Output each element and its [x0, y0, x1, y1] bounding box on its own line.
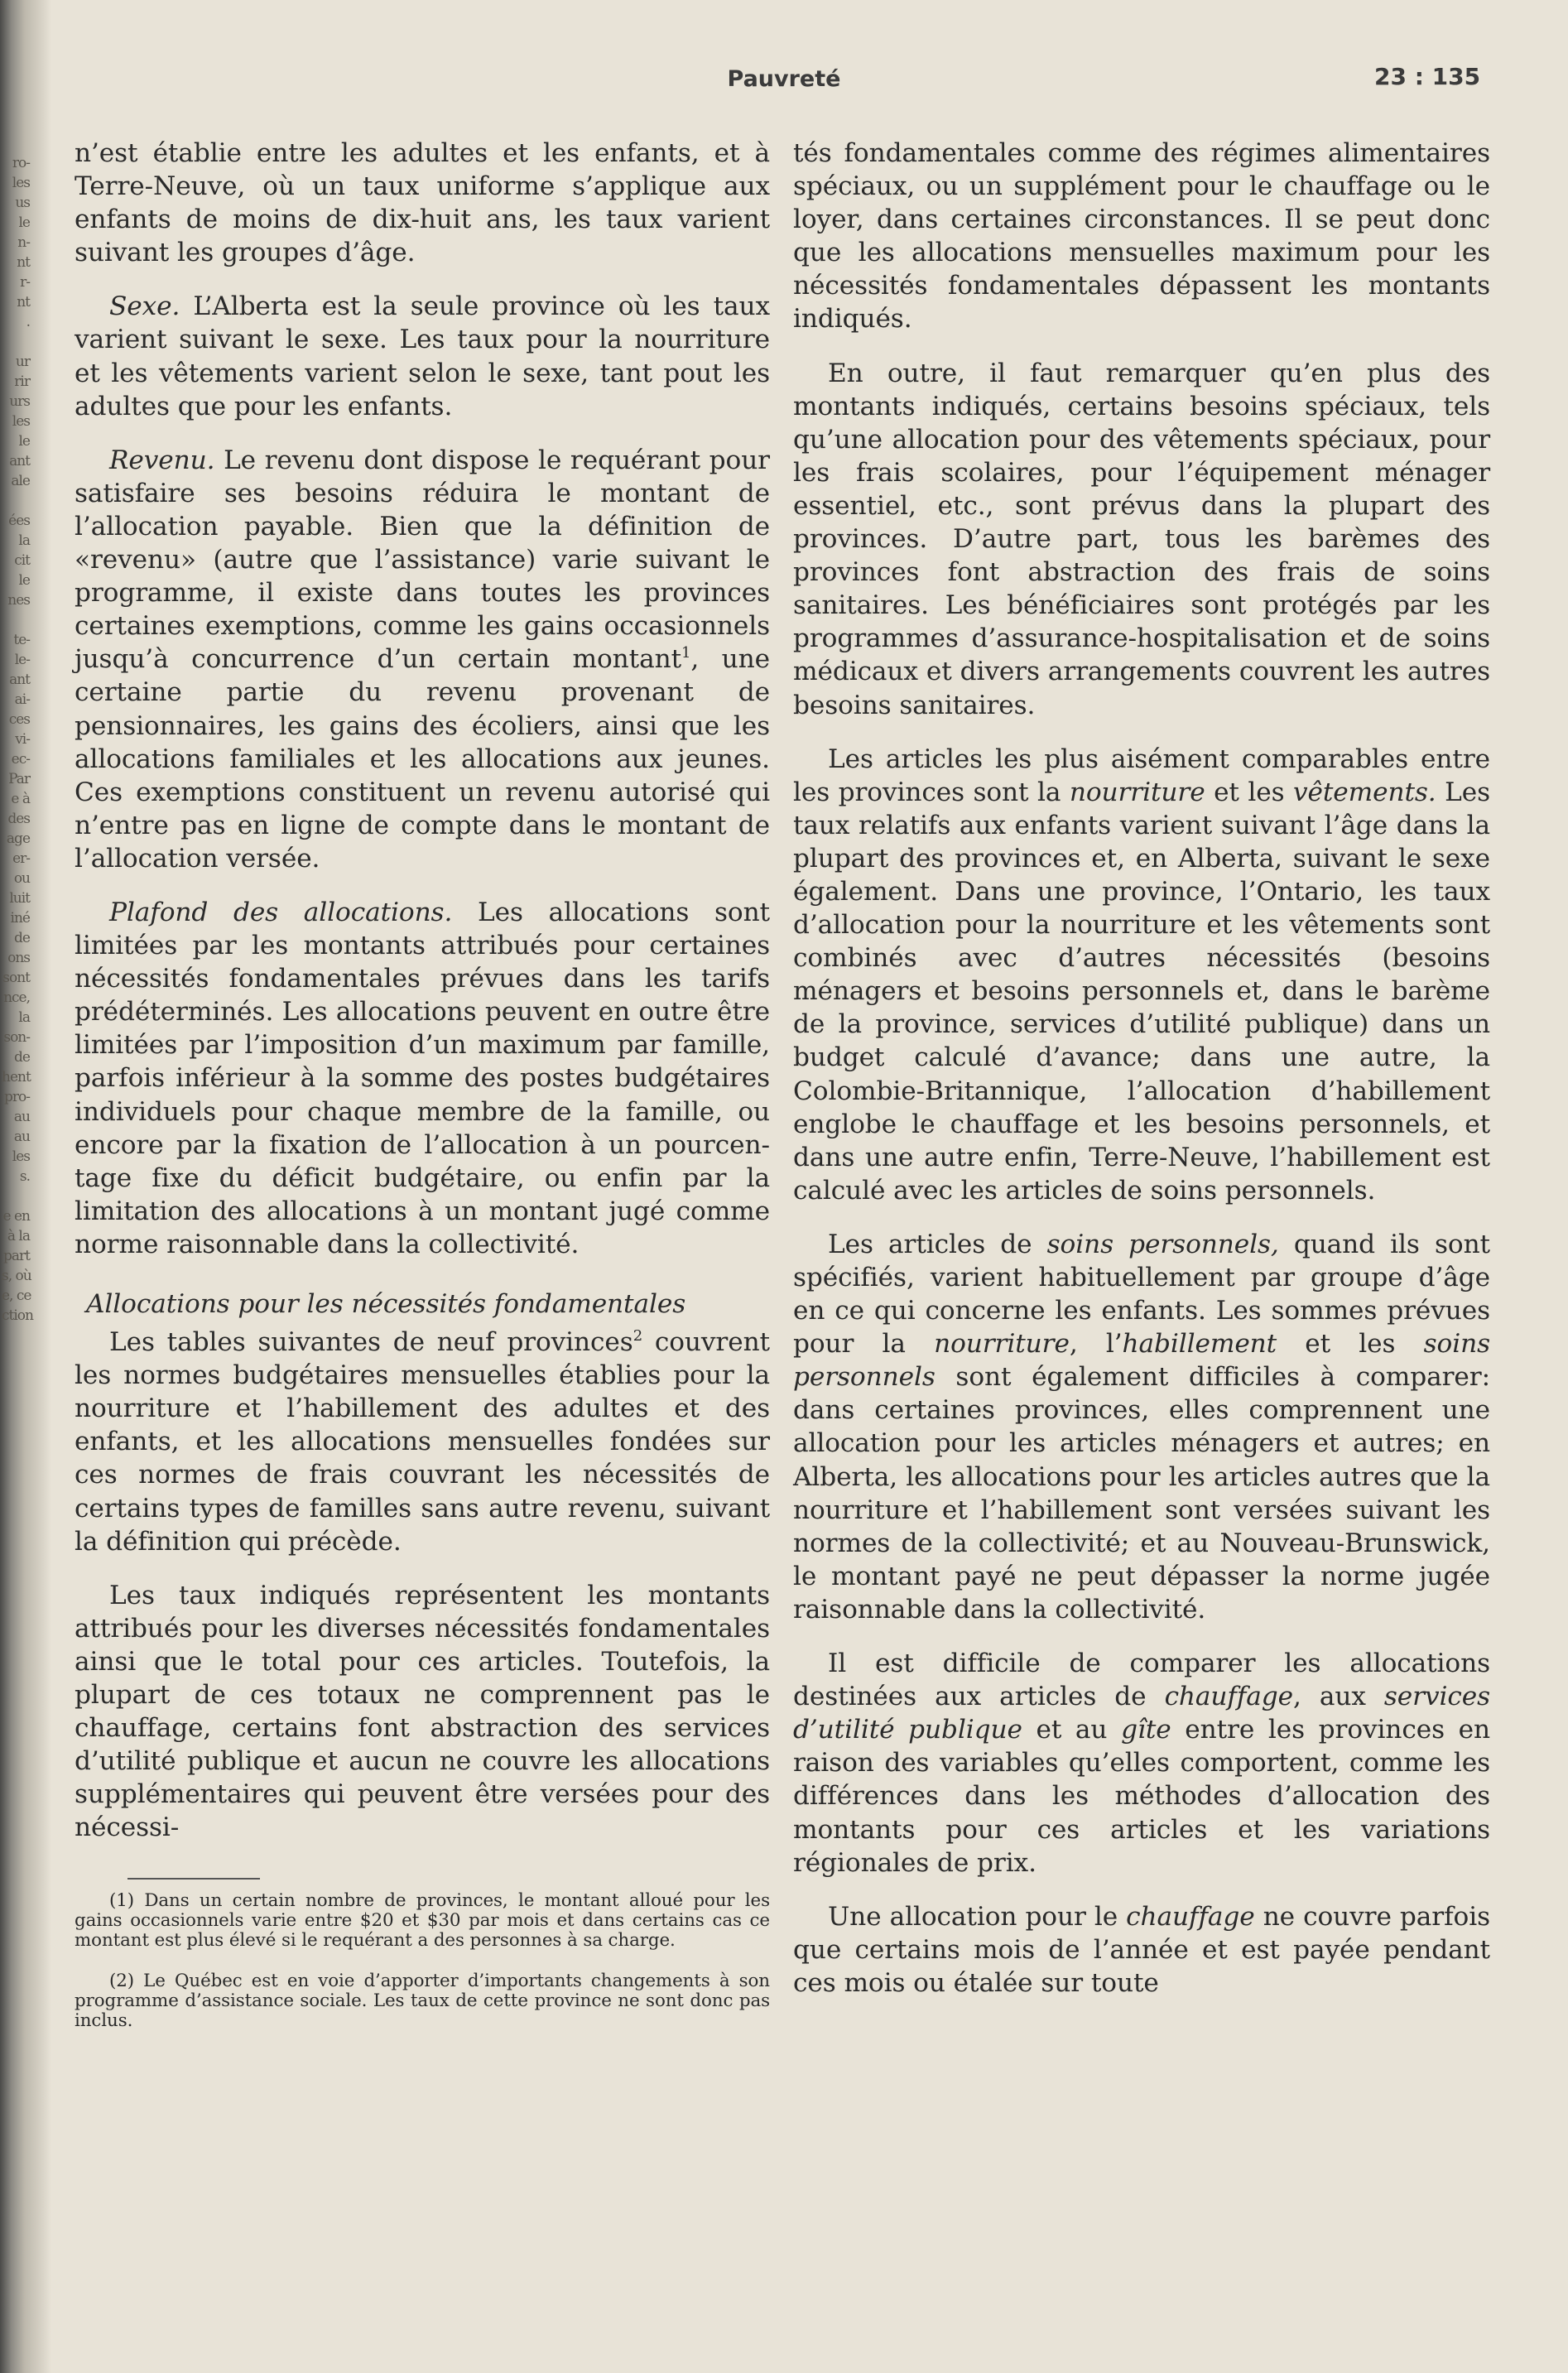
bleed-fragment: pro- [4, 1089, 30, 1105]
paragraph-text: Les articles les plus aisément comparables entre les provinces sont la [793, 744, 1490, 807]
left-column [75, 137, 770, 2052]
bleed-fragment: age [6, 830, 30, 847]
bleed-fragment [2, 1186, 30, 1206]
bleed-fragment: ro- [12, 155, 30, 171]
bleed-fragment: ai- [14, 691, 30, 708]
bleed-fragment: luit [9, 890, 30, 907]
paragraph-text: , l’ [1069, 1329, 1123, 1360]
bleed-fragment: nes [7, 592, 30, 609]
bleed-fragment: le [18, 433, 30, 450]
paragraph-term: Revenu. [109, 445, 215, 475]
bleed-fragment: ale [11, 473, 30, 489]
bleed-fragment: ou [13, 870, 30, 887]
bleed-fragment: sont [2, 970, 30, 986]
bleed-fragment: ées [8, 513, 30, 529]
paragraph-term: soins personnels [793, 1329, 1490, 1393]
paragraph-term: gîte [1121, 1715, 1171, 1745]
bleed-fragment: s, où [2, 1268, 31, 1284]
paragraph-term: Plafond des allocations. [109, 897, 453, 927]
footnote-divider [127, 1878, 260, 1880]
bleed-fragment: e à [11, 791, 30, 807]
footnote: (1) Dans un certain nombre de provinces, le montant alloué pour les gains occasionnels varie entre $20 et $30 par mois et dans certains cas ce montant est plus élevé si le requérant a des personnes à sa charge. [75, 1889, 770, 1951]
bleed-fragment: urs [9, 393, 30, 410]
paragraph [75, 1326, 770, 1558]
bleed-fragment: le- [14, 652, 30, 668]
bleed-fragment: part [3, 1248, 30, 1264]
bleed-fragment: nt [17, 254, 30, 271]
bleed-fragment: à la [7, 1228, 30, 1244]
paragraph-text: entre les provinces en raison des variables qu’elles comportent, comme les différences dans les méthodes d’allocation des montants pour ces articles et les variations régionales de prix. [793, 1715, 1490, 1878]
page-title: Pauvreté [727, 66, 841, 92]
paragraph [793, 1647, 1490, 1880]
section-heading: Allocations pour les nécessités fondamentales [86, 1289, 686, 1319]
paragraph-text: et au [1022, 1715, 1122, 1745]
bleed-fragment: hent [2, 1069, 31, 1085]
paragraph [75, 896, 770, 1261]
paragraph-text: couvrent les normes budgétaires mensuelles établies pour la nourriture et l’habillement des adultes et des enfants, et les allocations mensuelles fondées sur ces normes de frais couvrant les nécessités de certains types de familles sans autre revenu, suivant la définition qui précède. [75, 1327, 770, 1557]
bleed-fragment: les [12, 175, 30, 191]
bleed-fragment: nce, [3, 989, 30, 1006]
bleed-fragment: la [18, 532, 30, 549]
bleed-fragment: us [15, 195, 30, 211]
bleed-fragment: ces [8, 711, 30, 728]
right-column [793, 137, 1490, 2020]
bleed-fragment: n- [17, 234, 30, 251]
page-number: 23 : 135 [1374, 63, 1481, 90]
paragraph [793, 1900, 1490, 2000]
bleed-fragment: les [12, 413, 30, 430]
paragraph-term: nourriture [934, 1329, 1070, 1360]
bleed-fragment: e, ce [2, 1288, 31, 1304]
bleed-fragment [2, 491, 30, 511]
bleed-fragment [2, 610, 30, 630]
paragraph: n’est établie entre les adultes et les enfants, et à Terre-Neuve, où un taux uniforme s’applique aux enfants de moins de dix-huit ans, les taux varient suivant les groupes d’âge. [75, 138, 770, 268]
bleed-fragment: des [7, 811, 30, 827]
bleed-fragment: er- [12, 850, 30, 867]
paragraph-term: services d’utilité publique [793, 1682, 1490, 1745]
paragraph [75, 290, 770, 422]
bleed-fragment: son- [3, 1029, 30, 1046]
bleed-fragment: Par [8, 771, 30, 787]
paragraph: tés fondamentales comme des régimes alimentaires spéciaux, ou un supplément pour le chauffage ou le loyer, dans certaines circonstances. Il se peut donc que les allocations mensuelles maximum pour les nécessités fondamentales dépassent les montants indiqués. [793, 138, 1490, 335]
bleed-fragment: cit [14, 552, 30, 569]
paragraph-text: et les [1205, 777, 1293, 807]
paragraph: Les taux indiqués représentent les montants attribués pour les diverses nécessités fondamentales ainsi que le total pour ces articles. Toutefois, la plupart de ces totaux ne comprennent pas le chauffage, certains font abstraction des services d’utilité publique et aucun ne couvre les allocations supplémentaires qui peuvent être versées pour des nécessi- [75, 1580, 770, 1843]
bleed-fragment: rir [14, 373, 30, 390]
paragraph-term: Sexe. [109, 291, 180, 322]
paragraph [75, 444, 770, 875]
bleed-fragment: ons [7, 950, 30, 966]
paragraph-term: nourriture [1069, 777, 1205, 807]
bleed-fragment: te- [13, 632, 30, 648]
paragraph [793, 743, 1490, 1207]
bleed-fragment [2, 332, 30, 352]
paragraph-text: ne couvre parfois que certains mois de l’année et est payée pendant ces mois ou étalée sur toute [793, 1901, 1490, 1998]
paragraph-text: L’Alberta est la seule province où les taux varient suivant le sexe. Les taux pour la nourriture et les vêtements varient selon le sexe, tant pout les adultes que pour les enfants. [75, 291, 770, 421]
paragraph [793, 1228, 1490, 1626]
bleed-fragment: le [18, 572, 30, 589]
paragraph-text: et les [1277, 1329, 1424, 1360]
bleed-fragment: ec- [11, 751, 30, 768]
bleed-fragment: la [18, 1009, 30, 1026]
paragraph-text: Les taux relatifs aux enfants varient suivant l’âge dans la plupart des provinces et, en Alberta, suivant le sexe également. Dans une province, l’Ontario, les taux d’allocation pour la nourriture et les vêtements sont combinés avec d’autres nécessités (besoins ménagers et besoins personnels et, dans le barème de la province, services d’utilité publique) dans un budget calculé d’avance; dans une autre, la Colombie-Britannique, l’allocation d’habillement englobe le chauffage et les besoins personnels, et dans une autre enfin, Terre-Neuve, l’habillement est calculé avec les articles de soins personnels. [793, 777, 1490, 1206]
bleed-fragment: r- [20, 274, 30, 291]
bleed-fragment: les [12, 1148, 30, 1165]
paragraph-text: , une certaine partie du revenu provenant de pensionnaires, les gains des écoliers, ainsi que les allocations familiales et les allocations aux jeunes. Ces exemptions constituent un revenu autorisé qui n’entre pas en ligne de compte dans le montant de l’allocation versée. [75, 644, 770, 874]
paragraph-text: Les articles de [828, 1229, 1047, 1259]
bleed-fragment: ant [9, 453, 30, 469]
bleed-fragment: ur [15, 354, 30, 370]
paragraph: En outre, il faut remarquer qu’en plus des montants indiqués, certains besoins spéciaux, tels qu’une allocation pour des vêtements spéciaux, pour les frais scolaires, pour l’équipement ménager essentiel, etc., sont prévus dans la plupart des provinces. D’autre part, tous les barèmes des provinces font abstraction des frais de soins sanitaires. Les bénéficiaires sont protégés par les programmes d’assurance-hospitalisation et de soins médicaux et divers arrangements couvrent les autres besoins sanitaires. [793, 358, 1490, 720]
bleed-fragment: vi- [15, 731, 30, 748]
bleed-fragment: de [14, 1049, 30, 1066]
footnote: (2) Le Québec est en voie d’apporter d’importants changements à son programme d’assistance sociale. Les taux de cette province ne sont donc pas inclus. [75, 1970, 770, 2031]
bleed-fragment: ant [9, 671, 30, 688]
bleed-fragment: e en [2, 1208, 30, 1225]
paragraph-text: sont également difficiles à comparer: dans certaines provinces, elles comprennent une allocation pour les articles ménagers et autres; en Alberta, les allocations pour les articles autres que la nourriture et l’habillement sont versées suivant les normes de la collectivité; et au Nouveau-Brunswick, le montant payé ne peut dépasser la norme jugée raisonnable dans la collectivité. [793, 1362, 1490, 1625]
paragraph-term: chauffage [1126, 1901, 1255, 1932]
bleed-fragment: ction [2, 1307, 33, 1324]
paragraph-text: Les allocations sont limitées par les montants attribués pour certaines nécessités fondamentales prévues dans les tarifs prédéterminés. Les allocations peuvent en outre être limitées par l’imposition d’un maximum par famille, parfois inférieur à la somme des postes budgétaires individuels pour chaque membre de la famille, ou encore par la fixation de l’allocation à un pourcentage fixe du déficit budgétaire, ou enfin par la limitation des allocations à un montant jugé comme norme raisonnable dans la collectivité. [75, 897, 770, 1259]
paragraph-text: Les tables suivantes de neuf provinces [109, 1327, 633, 1358]
paragraph-text: , aux [1293, 1682, 1384, 1712]
bleed-through-text [2, 153, 33, 2306]
footnote-ref: 1 [681, 644, 691, 662]
bleed-fragment: de [14, 930, 30, 946]
bleed-fragment: nt [17, 294, 30, 310]
paragraph-term: habillement [1122, 1329, 1277, 1360]
paragraph-term: soins personnels, [1046, 1229, 1279, 1259]
bleed-fragment: . [26, 314, 30, 330]
paragraph-term: vêtements. [1292, 777, 1436, 807]
bleed-fragment: le [18, 214, 30, 231]
paragraph-text: Le revenu dont dispose le requérant pour satisfaire ses besoins réduira le montant de l’allocation payable. Bien que la définition de «revenu» (autre que l’assistance) varie suivant le programme, il existe dans toutes les provinces certaines exemptions, comme les gains occasionnels jusqu’à concurrence d’un certain montant [75, 445, 770, 675]
footnote-ref: 2 [632, 1327, 643, 1345]
bleed-fragment: s. [19, 1168, 30, 1185]
paragraph-text: quand ils sont spécifiés, varient habituellement par groupe d’âge en ce qui concerne les enfants. Les sommes prévues pour la [793, 1229, 1490, 1360]
bleed-fragment: au [13, 1109, 30, 1125]
bleed-fragment: au [13, 1129, 30, 1145]
bleed-fragment: iné [10, 910, 30, 927]
paragraph-term: chauffage [1164, 1682, 1293, 1712]
paragraph-text: Il est difficile de comparer les allocations destinées aux articles de [793, 1649, 1490, 1712]
paragraph-text: Une allocation pour le [828, 1901, 1127, 1932]
